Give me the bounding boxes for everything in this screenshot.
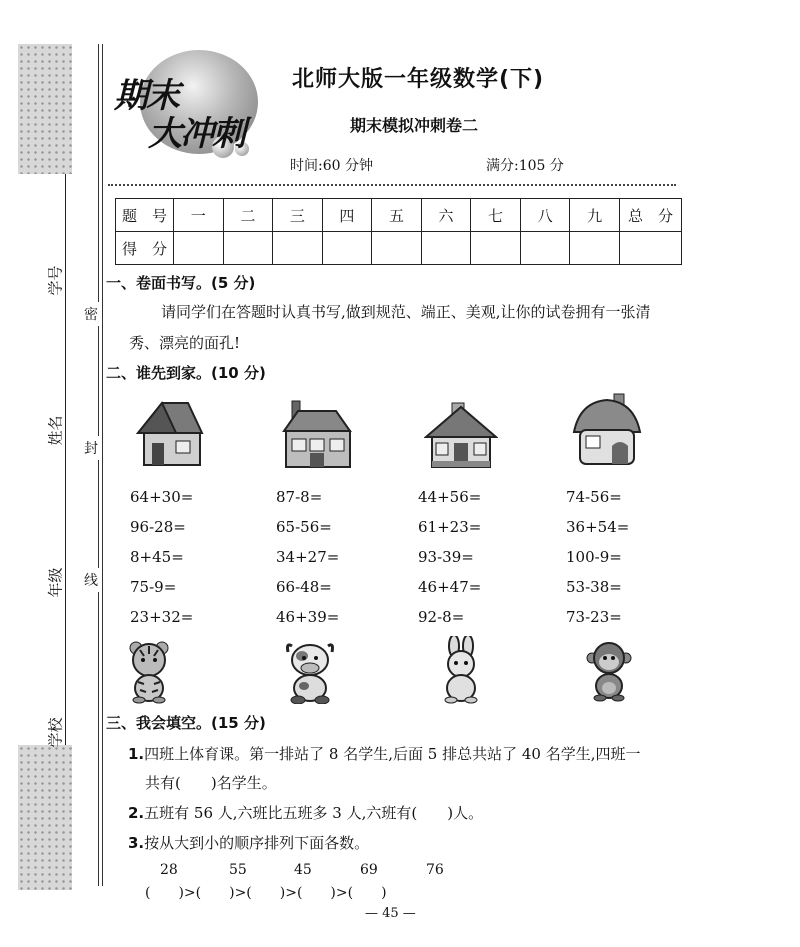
page-number: — 45 —	[365, 906, 416, 921]
dotted-divider	[108, 184, 676, 186]
score-input-cell[interactable]	[570, 232, 620, 265]
question-3	[128, 832, 369, 853]
score-cell: 七	[471, 199, 521, 232]
score-table-score-row	[116, 232, 682, 265]
question-1-number: 1.	[128, 745, 145, 763]
equation: 65-56=	[276, 518, 332, 536]
score-cell: 二	[223, 199, 273, 232]
equation: 96-28=	[130, 518, 186, 536]
binding-label-school: 学校	[46, 717, 65, 748]
score-table	[115, 198, 682, 265]
score-table-header-row	[116, 199, 682, 232]
order-number: 76	[426, 862, 444, 878]
score-input-cell[interactable]	[223, 232, 273, 265]
binding-label-grade: 年级	[46, 567, 65, 598]
score-cell: 总 分	[620, 199, 682, 232]
score-cell: 八	[520, 199, 570, 232]
equation: 93-39=	[418, 548, 474, 566]
equation: 73-23=	[566, 608, 622, 626]
section-1-title: 一、卷面书写。(5 分)	[106, 274, 256, 292]
score-input-cell[interactable]	[471, 232, 521, 265]
house-1-icon	[132, 395, 206, 471]
equation: 34+27=	[276, 548, 340, 566]
question-3-text: 按从大到小的顺序排列下面各数。	[144, 834, 370, 852]
logo-text-1: 期末	[114, 76, 178, 116]
equation: 23+32=	[130, 608, 194, 626]
page-title: 北师大版一年级数学(下)	[292, 67, 545, 92]
binding-line	[65, 174, 66, 745]
order-number: 28	[160, 862, 178, 878]
full-score: 满分:105 分	[486, 158, 564, 174]
question-2-text: 五班有 56 人,六班比五班多 3 人,六班有( )人。	[144, 804, 484, 822]
score-input-cell[interactable]	[421, 232, 471, 265]
score-cell: 六	[421, 199, 471, 232]
section-1-line-2: 秀、漂亮的面孔!	[129, 334, 241, 352]
logo	[110, 50, 260, 162]
equation: 74-56=	[566, 488, 622, 506]
order-number: 55	[229, 862, 247, 878]
question-2-number: 2.	[128, 804, 145, 822]
logo-text-2: 大冲刺	[148, 114, 244, 154]
question-1-text: 四班上体育课。第一排站了 8 名学生,后面 5 排总共站了 40 名学生,四班一	[144, 745, 641, 763]
score-cell: 五	[372, 199, 422, 232]
equation: 44+56=	[418, 488, 482, 506]
equation: 66-48=	[276, 578, 332, 596]
question-1-line-2: 共有( )名学生。	[145, 774, 277, 792]
score-input-cell[interactable]	[372, 232, 422, 265]
equation: 53-38=	[566, 578, 622, 596]
question-3-number: 3.	[128, 834, 145, 852]
equation: 64+30=	[130, 488, 194, 506]
house-3-icon	[424, 395, 498, 471]
binding-pattern-bottom	[18, 745, 72, 890]
equation: 61+23=	[418, 518, 482, 536]
score-cell: 得 分	[116, 232, 174, 265]
score-cell: 九	[570, 199, 620, 232]
score-input-cell[interactable]	[174, 232, 224, 265]
score-cell: 题 号	[116, 199, 174, 232]
score-input-cell[interactable]	[273, 232, 323, 265]
equation: 100-9=	[566, 548, 622, 566]
page-subtitle: 期末模拟冲刺卷二	[350, 116, 479, 135]
house-4-icon	[570, 392, 644, 468]
equation: 46+39=	[276, 608, 340, 626]
cut-line-inner	[102, 44, 103, 886]
equation: 87-8=	[276, 488, 323, 506]
binding-label-student-id: 学号	[46, 265, 65, 296]
order-answer-chain[interactable]: ( )>( )>( )>( )>( )	[145, 885, 387, 901]
section-3-title: 三、我会填空。(15 分)	[106, 714, 266, 732]
section-1-line-1: 请同学们在答题时认真书写,做到规范、端正、美观,让你的试卷拥有一张清	[161, 303, 651, 321]
binding-pattern-top	[18, 44, 72, 174]
score-input-cell[interactable]	[322, 232, 372, 265]
question-2	[128, 802, 483, 823]
order-number: 45	[294, 862, 312, 878]
score-input-cell[interactable]	[620, 232, 682, 265]
score-input-cell[interactable]	[520, 232, 570, 265]
order-number: 69	[360, 862, 378, 878]
cut-label-close: 封	[83, 436, 99, 460]
rabbit-icon	[438, 636, 484, 704]
equation: 75-9=	[130, 578, 177, 596]
equation: 46+47=	[418, 578, 482, 596]
cut-label-seal: 密	[83, 302, 99, 326]
score-cell: 一	[174, 199, 224, 232]
monkey-icon	[586, 640, 632, 702]
tiger-icon	[122, 638, 176, 704]
section-2-title: 二、谁先到家。(10 分)	[106, 364, 266, 382]
house-2-icon	[280, 395, 354, 471]
score-cell: 三	[273, 199, 323, 232]
score-cell: 四	[322, 199, 372, 232]
question-1-line-1	[128, 743, 640, 764]
cow-icon	[280, 638, 340, 704]
equation: 36+54=	[566, 518, 630, 536]
equation: 92-8=	[418, 608, 465, 626]
binding-label-name: 姓名	[46, 415, 65, 446]
exam-time: 时间:60 分钟	[290, 158, 373, 174]
cut-line	[98, 44, 99, 886]
cut-label-line: 线	[83, 568, 99, 592]
equation: 8+45=	[130, 548, 184, 566]
